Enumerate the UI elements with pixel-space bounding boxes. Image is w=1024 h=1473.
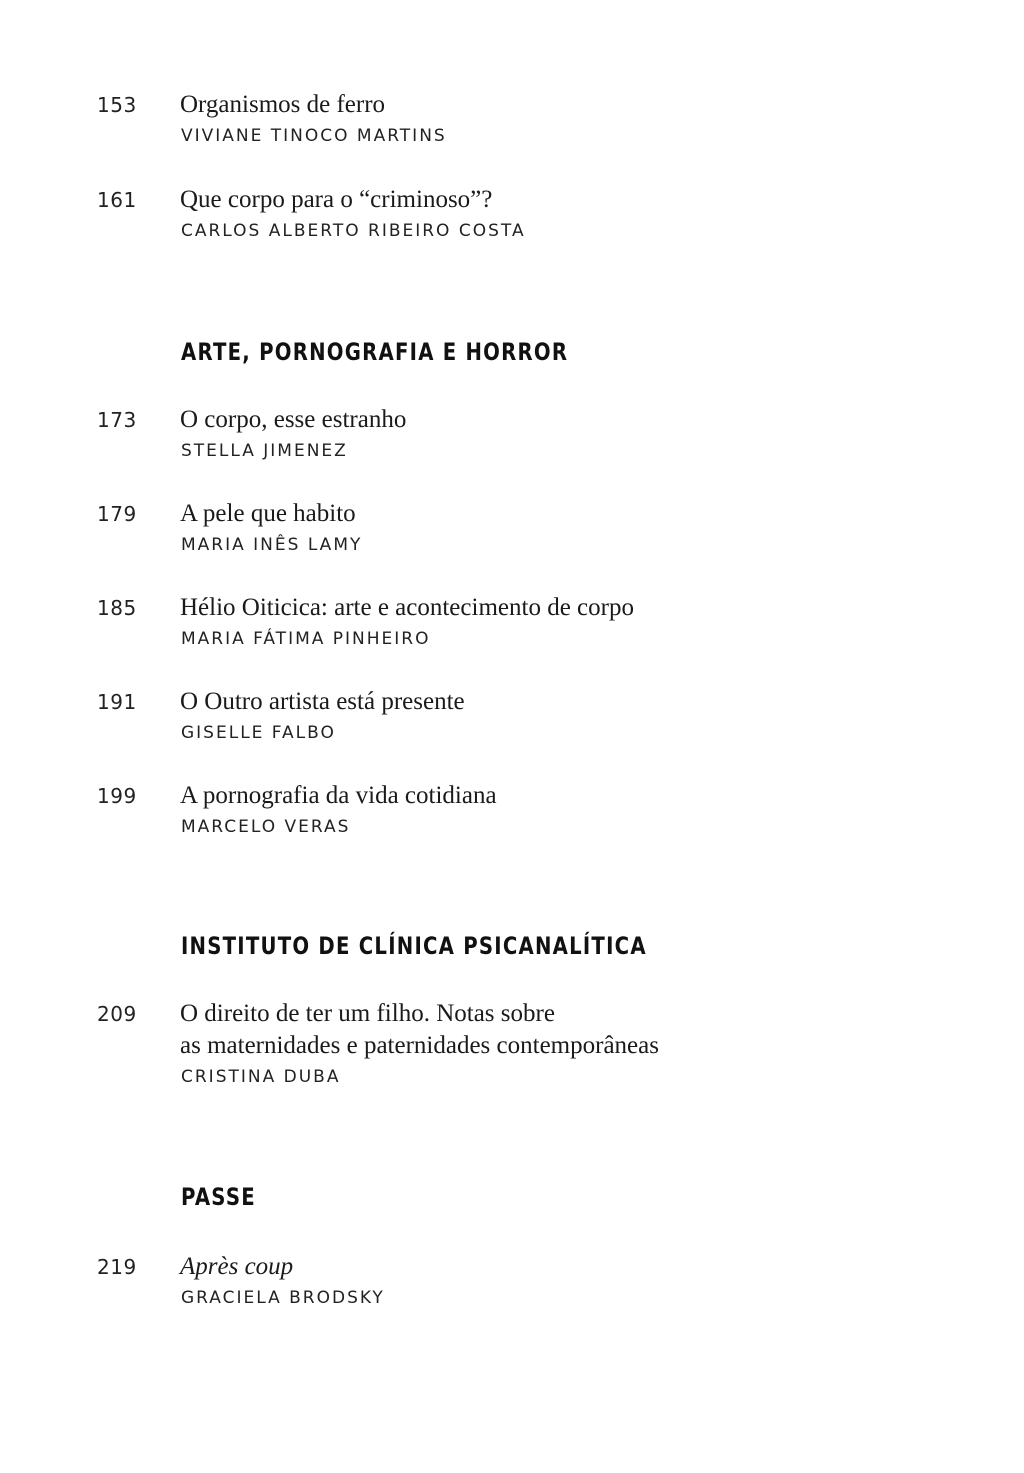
- entry-title: A pele que habito: [180, 500, 356, 527]
- page-number: 191: [97, 690, 137, 714]
- entry-author: MARCELO VERAS: [181, 817, 351, 837]
- section-heading: INSTITUTO DE CLÍNICA PSICANALÍTICA: [181, 932, 647, 960]
- page-number: 209: [97, 1002, 137, 1026]
- page-number: 153: [97, 93, 137, 117]
- entry-title: Hélio Oiticica: arte e acontecimento de corpo: [180, 594, 634, 621]
- section-heading: PASSE: [181, 1183, 256, 1211]
- page-number: 161: [97, 188, 137, 212]
- entry-author: STELLA JIMENEZ: [181, 441, 348, 461]
- entry-title: Organismos de ferro: [180, 91, 386, 118]
- page-number: 179: [97, 502, 137, 526]
- page-number: 199: [97, 784, 137, 808]
- entry-author: GISELLE FALBO: [181, 723, 336, 743]
- entry-title: A pornografia da vida cotidiana: [180, 782, 497, 809]
- section-heading: ARTE, PORNOGRAFIA E HORROR: [181, 338, 569, 366]
- entry-title: Après coup: [180, 1253, 294, 1280]
- entry-author: VIVIANE TINOCO MARTINS: [181, 126, 447, 146]
- page-number: 173: [97, 408, 137, 432]
- page-number: 219: [97, 1255, 137, 1279]
- entry-title-line-2: as maternidades e paternidades contemporâneas: [180, 1032, 659, 1059]
- entry-title: Que corpo para o “criminoso”?: [180, 186, 493, 213]
- entry-title-line-1: O direito de ter um filho. Notas sobre: [180, 1000, 555, 1027]
- entry-title: O Outro artista está presente: [180, 688, 465, 715]
- entry-author: CARLOS ALBERTO RIBEIRO COSTA: [181, 221, 526, 241]
- entry-author: MARIA INÊS LAMY: [181, 535, 363, 555]
- entry-author: MARIA FÁTIMA PINHEIRO: [181, 629, 431, 649]
- entry-author: CRISTINA DUBA: [181, 1067, 341, 1087]
- page-number: 185: [97, 596, 137, 620]
- entry-title: O corpo, esse estranho: [180, 406, 407, 433]
- entry-author: GRACIELA BRODSKY: [181, 1288, 385, 1308]
